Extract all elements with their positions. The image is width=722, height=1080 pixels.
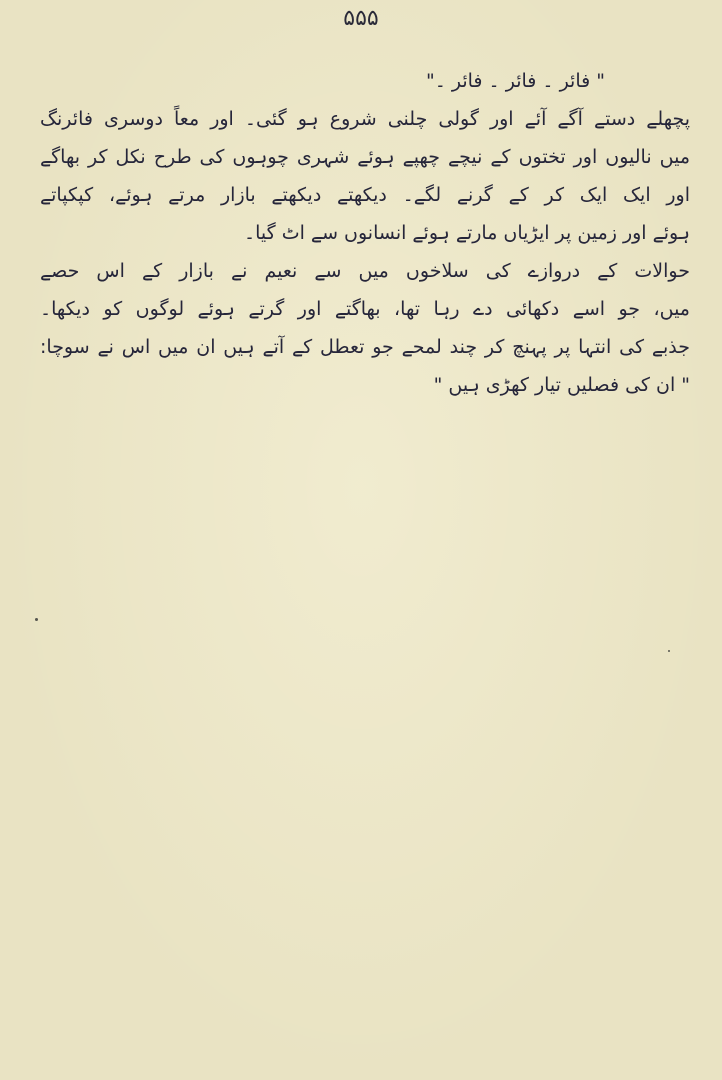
text-line: جذبے کی انتہا پر پہنچ کر چند لمحے جو تعطل کے آتے ہیں ان میں اس نے سوچا: bbox=[40, 336, 690, 358]
text-line: " فائر ۔ فائر ۔ فائر ۔" bbox=[425, 70, 605, 92]
text-line: ہوئے اور زمین پر ایڑیاں مارتے ہوئے انسانوں سے اٹ گیا۔ bbox=[243, 222, 690, 244]
text-line: میں نالیوں اور تختوں کے نیچے چھپے ہوئے شہری چوہوں کی طرح نکل کر بھاگے bbox=[40, 146, 690, 168]
paper-speck bbox=[35, 618, 38, 621]
text-line: پچھلے دستے آگے آئے اور گولی چلنی شروع ہو گئی۔ اور معاً دوسری فائرنگ bbox=[40, 108, 690, 130]
text-line: حوالات کے دروازے کی سلاخوں میں سے نعیم نے بازار کے اس حصے bbox=[40, 260, 690, 282]
page-body-text bbox=[40, 62, 690, 404]
text-line: " ان کی فصلیں تیار کھڑی ہیں " bbox=[433, 374, 690, 396]
text-line: اور ایک ایک کر کے گرنے لگے۔ دیکھتے دیکھتے بازار مرتے ہوئے، کپکپاتے bbox=[40, 184, 690, 206]
paper-speck bbox=[668, 650, 670, 652]
page-number: ۵۵۵ bbox=[343, 6, 379, 31]
text-line: میں، جو اسے دکھائی دے رہا تھا، بھاگتے اور گرتے ہوئے لوگوں کو دیکھا۔ bbox=[40, 298, 690, 320]
